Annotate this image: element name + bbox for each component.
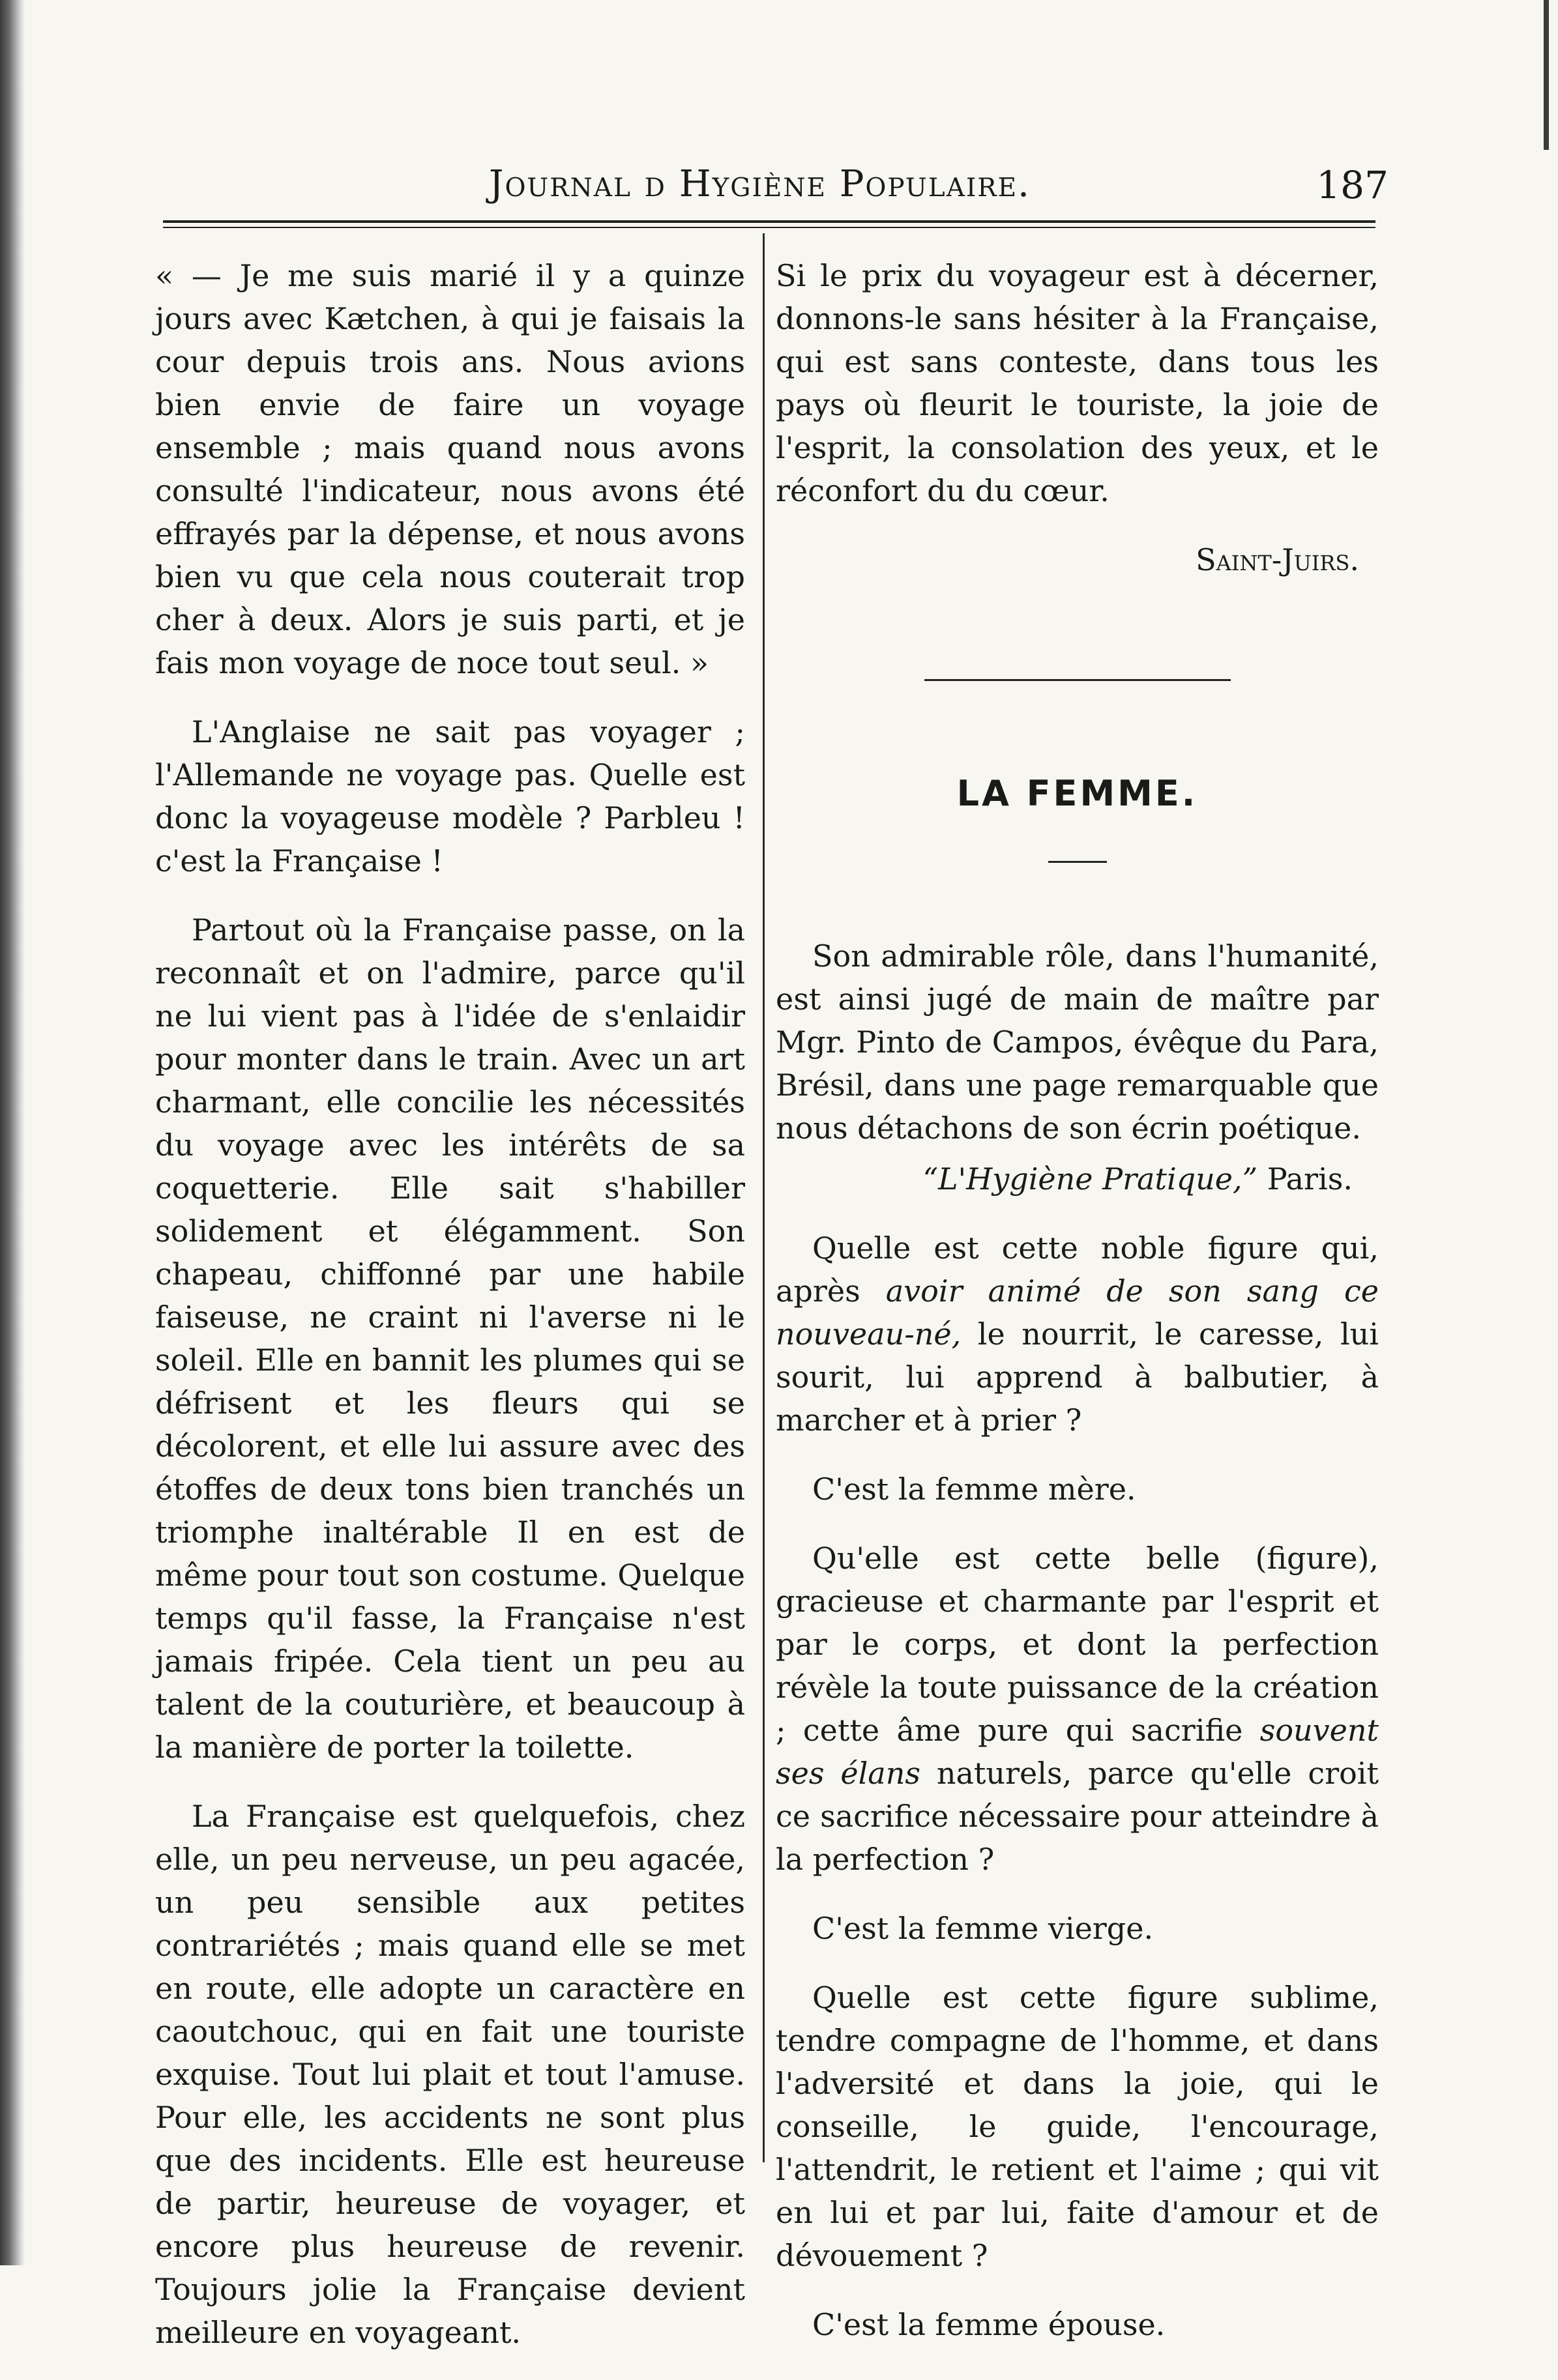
page-number: 187 [1316,163,1389,207]
paragraph-femme-epouse: Quelle est cette figure sublime, tendre compagne de l'homme, et dans l'adversité et dans la joie, qui le conseille, le guide, l'encourage, l'attendrit, le retient et l'aime ; qui vit en lui et par lui, faite d'amour et de dévouement ? [776,1980,1379,2273]
header-double-rule [163,220,1375,228]
section-separator-rule [924,679,1231,681]
right-column [776,254,1379,2372]
italic-segment: avoir animé de son sang ce nouveau-né, [776,1273,1379,1352]
paragraph-voyageuse-modele: L'Anglaise ne sait pas voyager ; l'Allemande ne voyage pas. Quelle est donc la voyageuse modèle ? Parbleu ! c'est la Française ! [155,714,745,878]
paragraph-prix-du-voyageur: Si le prix du voyageur est à décerner, donnons-le sans hésiter à la Française, qui est sans conteste, dans tous les pays où fleurit le touriste, la joie de l'esprit, la consolation des yeux, et le réconfort du du cœur. [776,258,1379,508]
paragraph-femme-mere [776,1226,1379,1442]
source-journal: “L'Hygiène Pratique,” [922,1161,1258,1197]
paragraph-quelquefois: La Française est quelquefois, chez elle, un peu nerveuse, un peu agacée, un peu sensible aux petites contrariétés ; mais quand elle se met en route, elle adopte un caractère en caoutchouc, qui en fait une touriste exquise. Tout lui plait et tout l'amuse. Pour elle, les accidents ne sont plus que des incidents. Elle est heureuse de partir, heureuse de voyager, et encore plus heureuse de revenir. Toujours jolie la Française devient meilleure en voyageant. [155,1799,745,2350]
source-citation [776,1157,1353,1200]
section-title: LA FEMME. [956,773,1198,814]
text-segment: Quelle est cette noble figure qui, après [776,1230,1379,1309]
paragraph-cest-la-femme-mere: C'est la femme mère. [812,1472,1136,1507]
page-binding-edge [0,0,25,2265]
column-divider [763,233,765,2162]
page-right-edge-mark [1544,0,1549,150]
paragraph-partout: Partout où la Française passe, on la reconnaît et on l'admire, parce qu'il ne lui vient pas à l'idée de s'enlaidir pour monter dans le train. Avec un art charmant, elle concilie les nécessités du voyage avec les intérêts de sa coquetterie. Elle sait s'habiller solidement et élégamment. Son chapeau, chiffonné par une habile faiseuse, ne craint ni l'averse ni le soleil. Elle en bannit les plumes qui se défrisent et les fleurs qui se décolorent, et elle lui assure avec des étoffes de deux tons bien tranchés un triomphe inaltérable Il en est de même pour tout son costume. Quelque temps qu'il fasse, la Française n'est jamais fripée. Cela tient un peu au talent de la couturière, et beaucoup à la manière de porter la toilette. [155,912,745,1765]
title-underline-rule [1048,861,1107,863]
left-column [155,254,745,2380]
text-segment: naturels, parce qu'elle croit ce sacrifice nécessaire pour atteindre à la perfection ? [776,1756,1379,1877]
journal-title: Journal d Hygiène Populaire. [489,163,1031,205]
paragraph-cest-la-femme-epouse: C'est la femme épouse. [812,2307,1166,2342]
text-segment: Qu'elle est cette belle (figure), gracieuse et charmante par l'esprit et par le corps, et dont la perfection révèle la toute puissance de la création ; cette âme pure qui sacrifie [776,1541,1379,1748]
source-city: Paris. [1267,1161,1353,1197]
italic-segment: souvent ses élans [776,1713,1379,1791]
paragraph-quote: « — Je me suis marié il y a quinze jours avec Kætchen, à qui je faisais la cour depuis trois ans. Nous avions bien envie de faire un voyage ensemble ; mais quand nous avons consulté l'indicateur, nous avons été effrayés par la dépense, et nous avons bien vu que cela nous couterait trop cher à deux. Alors je suis parti, et je fais mon voyage de noce tout seul. » [155,258,745,680]
paragraph-femme-vierge [776,1537,1379,1881]
paragraph-admirable-role: Son admirable rôle, dans l'humanité, est ainsi jugé de main de maître par Mgr. Pinto de Campos, évêque du Para, Brésil, dans une page remarquable que nous détachons de son écrin poétique. [776,938,1379,1146]
running-header [150,163,1389,215]
author-signature: Saint-Juirs. [1196,542,1359,577]
text-segment: le nourrit, le caresse, lui sourit, lui apprend à balbutier, à marcher et à prier ? [776,1316,1379,1438]
paragraph-cest-la-femme-vierge: C'est la femme vierge. [812,1911,1154,1946]
